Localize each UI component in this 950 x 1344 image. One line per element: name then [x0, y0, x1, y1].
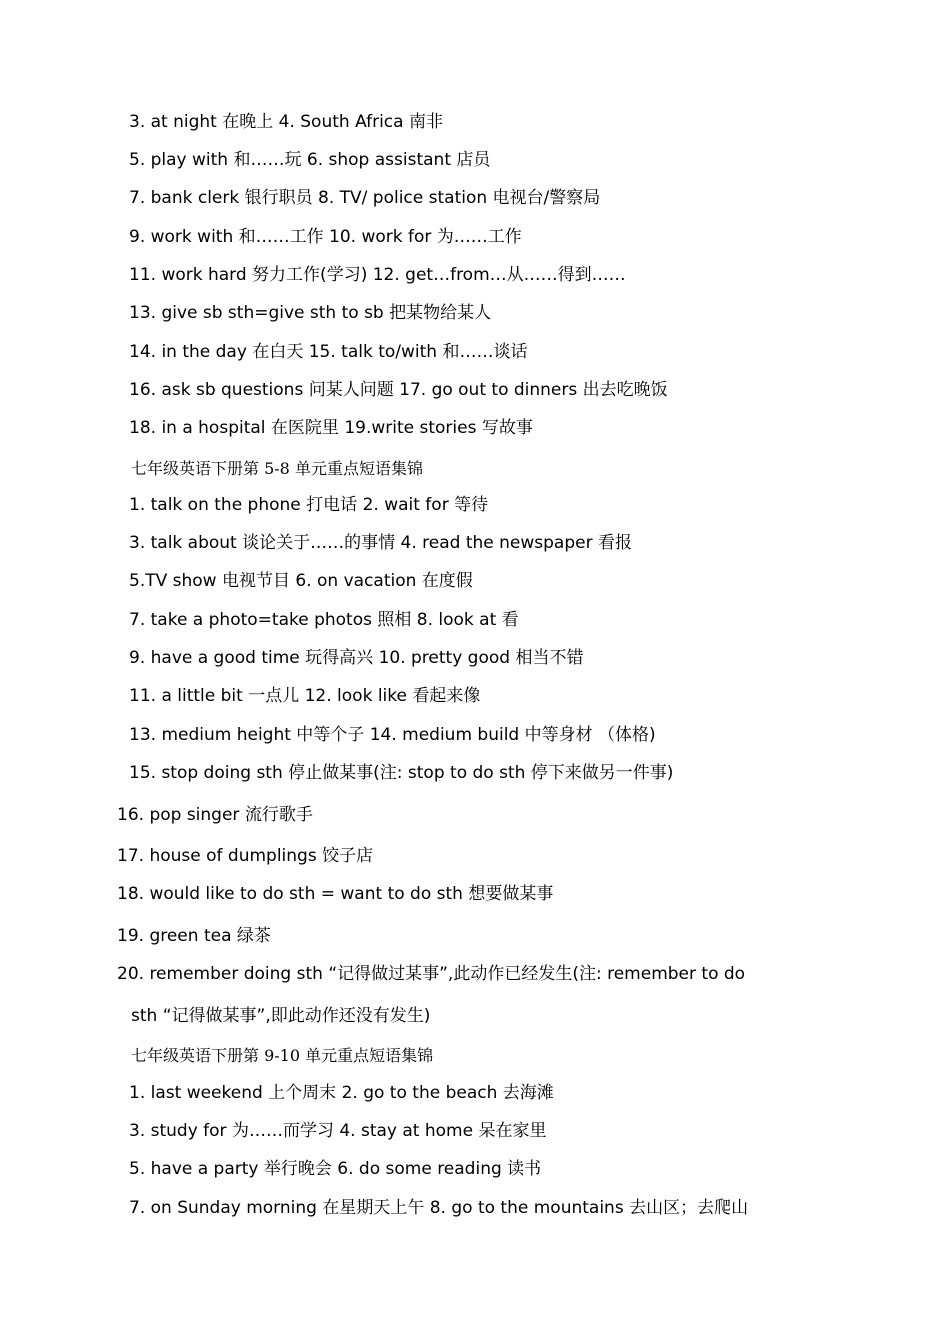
phrase-line: 3. at night 在晚上 4. South Africa 南非 [129, 112, 443, 132]
phrase-line: 20. remember doing sth “记得做过某事”,此动作已经发生(注: remember to do [117, 964, 746, 984]
phrase-line: 19. green tea 绿茶 [117, 926, 271, 946]
phrase-line: 7. take a photo=take photos 照相 8. look at 看 [129, 610, 519, 630]
phrase-line: 7. on Sunday morning 在星期天上午 8. go to the mountains 去山区；去爬山 [129, 1198, 749, 1218]
phrase-line: 16. pop singer 流行歌手 [117, 805, 313, 825]
phrase-line: 9. work with 和……工作 10. work for 为……工作 [129, 227, 522, 247]
section-heading: 七年级英语下册第 5-8 单元重点短语集锦 [131, 459, 423, 478]
phrase-line: 5. have a party 举行晚会 6. do some reading 读书 [129, 1159, 542, 1179]
phrase-line: 9. have a good time 玩得高兴 10. pretty good 相当不错 [129, 648, 584, 668]
phrase-line: 16. ask sb questions 问某人问题 17. go out to dinners 出去吃晚饭 [129, 380, 668, 400]
phrase-line: 7. bank clerk 银行职员 8. TV/ police station 电视台/警察局 [129, 188, 601, 208]
phrase-line: 3. talk about 谈论关于……的事情 4. read the newspaper 看报 [129, 533, 632, 553]
phrase-line: 5. play with 和……玩 6. shop assistant 店员 [129, 150, 491, 170]
phrase-line: 13. medium height 中等个子 14. medium build 中等身材 （体格) [129, 725, 656, 745]
phrase-line: 1. talk on the phone 打电话 2. wait for 等待 [129, 495, 489, 515]
phrase-line: 14. in the day 在白天 15. talk to/with 和……谈话 [129, 342, 528, 362]
phrase-line: 17. house of dumplings 饺子店 [117, 846, 374, 866]
phrase-line: 18. would like to do sth = want to do sth 想要做某事 [117, 884, 554, 904]
phrase-line-continuation: sth “记得做某事”,即此动作还没有发生) [131, 1006, 431, 1026]
phrase-line: 5.TV show 电视节目 6. on vacation 在度假 [129, 571, 473, 591]
phrase-line: 3. study for 为……而学习 4. stay at home 呆在家里 [129, 1121, 547, 1141]
phrase-line: 11. work hard 努力工作(学习) 12. get…from…从……得到…… [129, 265, 626, 285]
phrase-line: 11. a little bit 一点儿 12. look like 看起来像 [129, 686, 481, 706]
phrase-line: 1. last weekend 上个周末 2. go to the beach 去海滩 [129, 1083, 554, 1103]
section-heading: 七年级英语下册第 9-10 单元重点短语集锦 [131, 1046, 434, 1065]
phrase-line: 18. in a hospital 在医院里 19.write stories 写故事 [129, 418, 533, 438]
phrase-line: 15. stop doing sth 停止做某事(注: stop to do sth 停下来做另一件事) [129, 763, 674, 783]
phrase-line: 13. give sb sth=give sth to sb 把某物给某人 [129, 303, 492, 323]
